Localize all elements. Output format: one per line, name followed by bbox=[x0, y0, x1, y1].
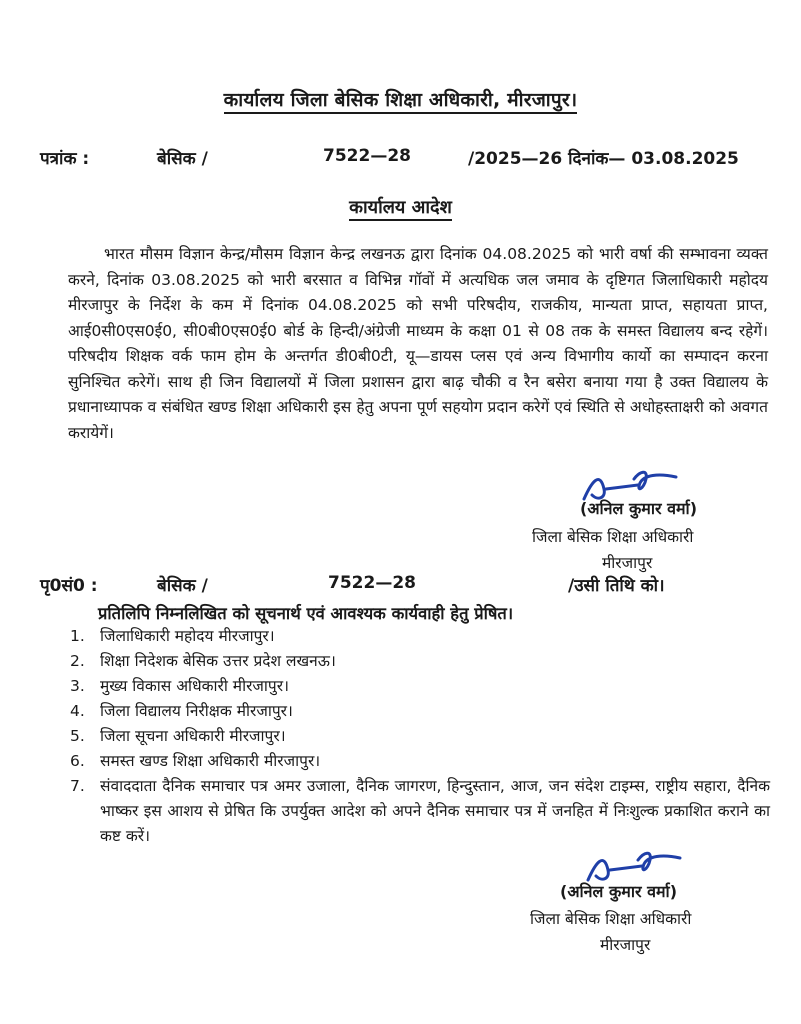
copy-ref-label: पृ0सं0 : bbox=[40, 576, 98, 596]
signature2-designation: जिला बेसिक शिक्षा अधिकारी bbox=[530, 910, 692, 928]
copy-recipient-list bbox=[70, 624, 770, 849]
list-item: 4. जिला विद्यालय निरीक्षक मीरजापुर। bbox=[70, 702, 293, 720]
list-item: 6. समस्त खण्ड शिक्षा अधिकारी मीरजापुर। bbox=[70, 752, 321, 770]
ref-label: पत्रांक : bbox=[40, 149, 90, 169]
signature2-name: (अनिल कुमार वर्मा) bbox=[560, 882, 678, 901]
office-title: कार्यालय जिला बेसिक शिक्षा अधिकारी, मीरजापुर। bbox=[0, 86, 801, 112]
list-item: 2. शिक्षा निदेशक बेसिक उत्तर प्रदेश लखनऊ। bbox=[70, 652, 336, 670]
signature1-designation: जिला बेसिक शिक्षा अधिकारी bbox=[532, 528, 694, 546]
copy-ref-suffix: /उसी तिथि को। bbox=[568, 576, 665, 596]
signature1-place: मीरजापुर bbox=[602, 554, 653, 572]
list-item: 7. संवाददाता दैनिक समाचार पत्र अमर उजाला, दैनिक जागरण, हिन्दुस्तान, आज, जन संदेश टाइम्स, राष्ट्रीय सहारा, दैनिक भाष्कर इस आशय से प्रेषित कि उपर्युक्त आदेश को अपने दैनिक समाचार पत्र में जनहित में निःशुल्क प्रकाशित कराने का कष्ट करें। bbox=[70, 777, 770, 845]
copy-ref-dept: बेसिक / bbox=[157, 576, 208, 596]
copy-ref-number: 7522—28 bbox=[328, 573, 416, 593]
order-body: भारत मौसम विज्ञान केन्द्र/मौसम विज्ञान केन्द्र लखनऊ द्वारा दिनांक 04.08.2025 को भारी वर्षा की सम्भावना व्यक्त करने, दिनांक 03.08.2025 को भारी बरसात व विभिन्न गॉवों में अत्यधिक जल जमाव के दृष्टिगत जिलाधिकारी महोदय मीरजापुर के निर्देश के कम में दिनांक 04.08.2025 को सभी परिषदीय, राजकीय, मान्यता प्राप्त, सहायता प्राप्त, आई0सी0एस0ई0, सी0बी0एस0ई0 बोर्ड के हिन्दी/अंग्रेजी माध्यम के कक्षा 01 से 08 तक के समस्त विद्यालय बन्द रहेगें। परिषदीय शिक्षक वर्क फाम होम के अन्तर्गत डी0बी0टी, यू—डायस प्लस एवं अन्य विभागीय कार्यो का सम्पादन करना सुनिश्चित करेगें। साथ ही जिन विद्यालयों में जिला प्रशासन द्वारा बाढ़ चौकी व रैन बसेरा बनाया गया है उक्त विद्यालय के प्रधानाध्यापक व संबंधित खण्ड शिक्षा अधिकारी इस हेतु अपना पूर्ण सहयोग प्रदान करेगें एवं स्थिति से अधोहस्ताक्षरी को अवगत करायेगें। bbox=[68, 245, 768, 442]
list-item: 1. जिलाधिकारी महोदय मीरजापुर। bbox=[70, 627, 275, 645]
order-title: कार्यालय आदेश bbox=[0, 195, 801, 219]
signature1-name: (अनिल कुमार वर्मा) bbox=[580, 499, 698, 518]
ref-year-date: /2025—26 दिनांक— 03.08.2025 bbox=[468, 149, 739, 169]
list-item: 3. मुख्य विकास अधिकारी मीरजापुर। bbox=[70, 677, 289, 695]
list-item: 5. जिला सूचना अधिकारी मीरजापुर। bbox=[70, 727, 286, 745]
copy-heading: प्रतिलिपि निम्नलिखित को सूचनार्थ एवं आवश्यक कार्यवाही हेतु प्रेषित। bbox=[98, 604, 514, 623]
ref-number: 7522—28 bbox=[323, 146, 411, 166]
signature2-place: मीरजापुर bbox=[600, 936, 651, 954]
ref-dept: बेसिक / bbox=[157, 149, 208, 169]
